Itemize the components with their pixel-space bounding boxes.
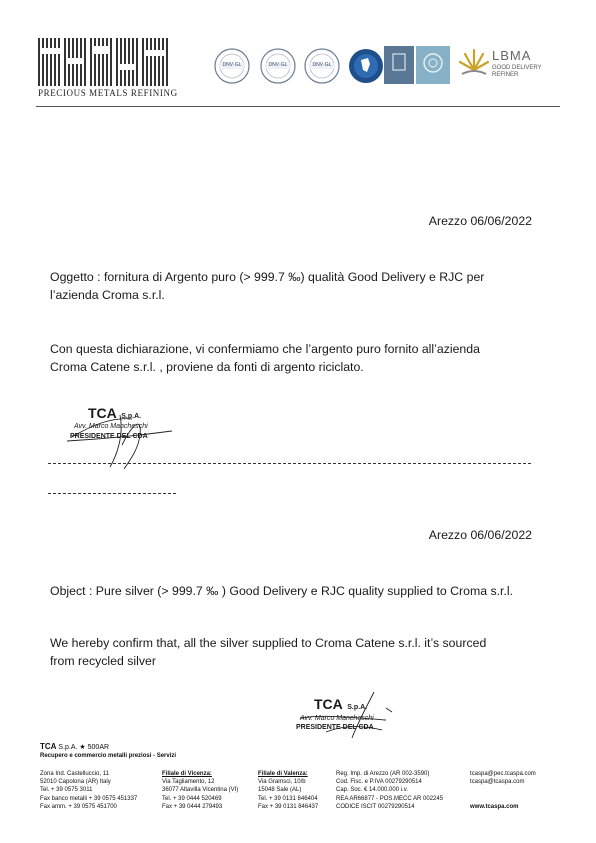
footer-line: Tel. + 39 0575 3011 bbox=[40, 787, 93, 794]
footer-line: Cap. Soc. € 14.000.000 i.v. bbox=[336, 787, 408, 794]
stamp-company: TCA bbox=[314, 696, 343, 712]
separator-dashes bbox=[48, 463, 531, 464]
footer-line: Fax + 39 0444 279493 bbox=[162, 803, 223, 810]
footer-spacer bbox=[470, 795, 536, 803]
dnv-gl-iso-14001-seal bbox=[260, 48, 296, 84]
dnv-gl-ohsas-18001-seal bbox=[304, 48, 340, 84]
footer-line: Zona Ind. Castelluccio, 11 bbox=[40, 771, 109, 777]
footer-line: Via Tagliamento, 12 bbox=[162, 779, 215, 786]
footer-vicenza-branch bbox=[162, 770, 238, 811]
lbma-subtitle: GOOD DELIVERY REFINER bbox=[492, 65, 542, 78]
rjc-coc-badge bbox=[416, 46, 450, 84]
stamp-role: PRESIDENTE DEL CDA bbox=[70, 433, 148, 440]
footer-line: 36077 Altavilla Vicentina (VI) bbox=[162, 787, 239, 794]
footer-headquarters bbox=[40, 770, 137, 811]
english-subject: Object : Pure silver (> 999.7 ‰ ) Good Delivery e RJC quality supplied to Croma s.r.l. bbox=[50, 584, 514, 598]
separator-dashes-short bbox=[48, 493, 176, 494]
footer-line: 15048 Sale (AL) bbox=[258, 787, 302, 794]
stamp-company-suffix: S.p.A. bbox=[121, 413, 142, 420]
footer-line: Tel. + 39 0131 846404 bbox=[258, 795, 318, 802]
footer-pec-email[interactable]: tcaspa@pec.tcaspa.com bbox=[470, 771, 536, 777]
footer-line: Via Gramsci, 10/b bbox=[258, 779, 306, 786]
logo-text: PRECIOUS METALS REFINING bbox=[38, 88, 178, 98]
stamp-name: Avv. Marco Mancheschi bbox=[74, 423, 148, 430]
footer-line: CODICE ISCIT 00279290514 bbox=[336, 803, 415, 810]
english-body-line-2: from recycled silver bbox=[50, 654, 156, 668]
footer-line: 52010 Capolona (AR) Italy bbox=[40, 779, 111, 786]
dnv-gl-iso-9001-seal bbox=[214, 48, 250, 84]
signature-stamp-english bbox=[286, 688, 416, 758]
stamp-name: Avv. Marco Mancheschi bbox=[300, 715, 374, 722]
rjc-badge bbox=[384, 46, 414, 84]
logo-bars-graphic bbox=[38, 38, 170, 86]
handwritten-signature bbox=[286, 688, 416, 758]
english-body-line-1: We hereby confirm that, all the silver supplied to Croma Catene s.r.l. it’s sourced bbox=[50, 636, 487, 650]
footer-company-suffix: S.p.A. ★ 500AR bbox=[58, 744, 110, 751]
cert-label: DNV·GL bbox=[222, 62, 242, 68]
footer-line: Cod. Fisc. e P.IVA 00279290514 bbox=[336, 779, 422, 786]
stamp-role: PRESIDENTE DEL CDA bbox=[296, 724, 374, 731]
cert-label: DNV·GL bbox=[268, 62, 288, 68]
italian-date: Arezzo 06/06/2022 bbox=[428, 214, 532, 228]
stamp-company-suffix: S.p.A. bbox=[347, 704, 368, 711]
italian-body-line-1: Con questa dichiarazione, vi confermiamo che l’argento puro fornito all’azienda bbox=[50, 342, 480, 356]
footer-line: Fax amm. + 39 0575 451700 bbox=[40, 803, 117, 810]
italian-subject-line-1: Oggetto : fornitura di Argento puro (> 999.7 ‰) qualità Good Delivery e RJC per bbox=[50, 270, 485, 284]
footer-company-name: TCA bbox=[40, 742, 57, 751]
cert-label: DNV·GL bbox=[312, 62, 332, 68]
footer-valenza-branch bbox=[258, 770, 318, 811]
stamp-company: TCA bbox=[88, 405, 117, 421]
lbma-title: LBMA bbox=[492, 48, 532, 63]
footer-line: Fax banco metalli + 39 0575 451337 bbox=[40, 795, 138, 802]
footer-contacts bbox=[470, 770, 536, 811]
footer-spacer bbox=[470, 786, 536, 794]
footer-line: Tel. + 39 0444 520469 bbox=[162, 795, 222, 802]
handwritten-signature bbox=[62, 405, 192, 475]
italian-subject-line-2: l’azienda Croma s.r.l. bbox=[50, 288, 165, 302]
footer-website-link[interactable]: www.tcaspa.com bbox=[470, 803, 519, 810]
footer-line: Fax + 39 0131 846437 bbox=[258, 803, 319, 810]
lbma-sunburst-icon bbox=[458, 44, 490, 84]
footer-line: REA AR66877 - POS.MECC AR 002245 bbox=[336, 795, 444, 802]
footer-registration bbox=[336, 770, 443, 811]
header-divider bbox=[36, 106, 560, 107]
footer-email[interactable]: tcaspa@tcaspa.com bbox=[470, 779, 525, 786]
footer-branch-heading: Filiale di Valenza: bbox=[258, 771, 308, 777]
footer-branch-heading: Filiale di Vicenza: bbox=[162, 771, 212, 777]
english-date: Arezzo 06/06/2022 bbox=[428, 528, 532, 542]
footer-tagline: Recupero e commercio metalli preziosi - Servizi bbox=[40, 753, 177, 759]
italian-body-line-2: Croma Catene s.r.l. , proviene da fonti di argento riciclato. bbox=[50, 360, 364, 374]
footer-line: Reg. Imp. di Arezzo (AR 002-3590) bbox=[336, 771, 430, 777]
footer-company bbox=[40, 742, 109, 751]
lbma-logo bbox=[458, 44, 564, 84]
tca-logo bbox=[38, 38, 178, 102]
accredia-seal bbox=[348, 48, 384, 84]
signature-stamp-italian bbox=[62, 405, 192, 475]
